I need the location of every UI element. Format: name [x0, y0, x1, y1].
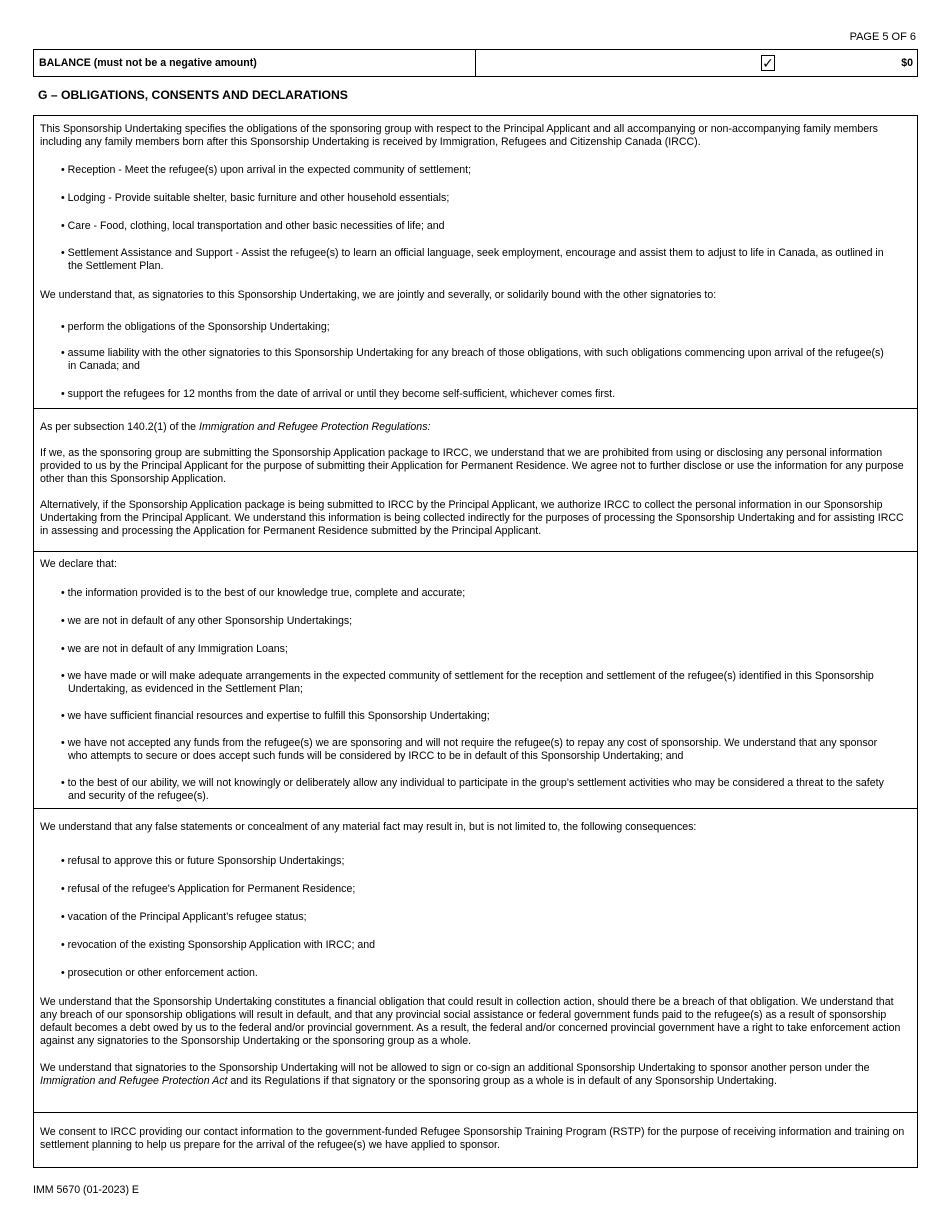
balance-row: [33, 49, 918, 77]
list-item: • refusal to approve this or future Sponsorship Undertakings;: [61, 855, 887, 868]
form-id: IMM 5670 (01-2023) E: [33, 1184, 139, 1196]
list-item: • we have not accepted any funds from the refugee(s) we are sponsoring and will not require the refugee(s) to repay any cost of sponsorship. We understand that any sponsor who attempts to secure or does accept such funds will be considered by IRCC to be in default of this Sponsorship Undertaking; and: [61, 737, 887, 763]
obligations-intro: This Sponsorship Undertaking specifies the obligations of the sponsoring group with respect to the Principal Applicant and all accompanying or non-accompanying family members including any family members born after this Sponsorship Undertaking is received by Immigration, Refugees and Citizenship Canada (IRCC).: [40, 123, 878, 148]
list-item: • assume liability with the other signatories to this Sponsorship Undertaking for any breach of those obligations, with such obligations commencing upon arrival of the refugee(s) in Canada; and: [61, 347, 887, 373]
declaration-block: [34, 551, 917, 808]
list-item: • Care - Food, clothing, local transportation and other basic necessities of life; and: [61, 220, 887, 233]
list-item: • we are not in default of any other Sponsorship Undertakings;: [61, 615, 887, 628]
consequences-intro: We understand that any false statements or concealment of any material fact may result in, but is not limited to, the following consequences:: [40, 821, 697, 833]
balance-value-cell: [476, 50, 917, 76]
consequences-paragraph-2: We understand that signatories to the Sponsorship Undertaking will not be allowed to sign or co-sign an additional Sponsorship Undertaking to sponsor another person under the Immigration and Refugee Protection Act and its Regulations if that signatory or the sponsoring group as a whole is in default of any Sponsorship Undertaking.: [40, 1062, 870, 1087]
list-item: • Settlement Assistance and Support - Assist the refugee(s) to learn an official language, seek employment, encourage and assist them to adjust to life in Canada, as outlined in the Settlement Plan.: [61, 247, 887, 273]
page-number: PAGE 5 OF 6: [849, 31, 916, 43]
consequences-paragraph-1: We understand that the Sponsorship Undertaking constitutes a financial obligation that could result in collection action, should there be a breach of that obligation. We understand that any breach of our sponsorship obligations will result in default, and that any provincial social assistance or federal government funds paid to the refugee(s) as a result of sponsorship default becomes a debt owed by us to the federal and/or provincial government. As a result, the federal and/or concerned provincial government have a right to take enforcement action against any signatories to the Sponsorship Undertaking or the sponsoring group as a whole.: [40, 996, 901, 1047]
list-item: • prosecution or other enforcement action.: [61, 967, 887, 980]
list-item: • to the best of our ability, we will not knowingly or deliberately allow any individual to participate in the group's settlement activities who may be considered a threat to the safety and security of the refugee(s).: [61, 777, 887, 803]
list-item: • Reception - Meet the refugee(s) upon arrival in the expected community of settlement;: [61, 164, 887, 177]
list-item: • vacation of the Principal Applicant’s refugee status;: [61, 911, 887, 924]
balance-amount: $0: [901, 57, 913, 69]
list-item: • we are not in default of any Immigration Loans;: [61, 643, 887, 656]
obligations-container: [33, 115, 918, 1168]
list-item: • support the refugees for 12 months from the date of arrival or until they become self-sufficient, whichever comes first.: [61, 388, 887, 401]
obligations-block: [34, 116, 917, 408]
list-item: • we have made or will make adequate arrangements in the expected community of settlement for the reception and settlement of the refugee(s) identified in this Sponsorship Undertaking, as evidenced in the Settlement Plan;: [61, 670, 887, 696]
consent-text: We consent to IRCC providing our contact information to the government-funded Refugee Sponsorship Training Program (RSTP) for the purpose of receiving information and training on settlement planning to help us prepare for the arrival of the refugee(s) we have applied to sponsor.: [40, 1126, 905, 1151]
balance-checkbox[interactable]: ✓: [762, 55, 774, 71]
list-item: • refusal of the refugee's Application for Permanent Residence;: [61, 883, 887, 896]
privacy-paragraph-2: Alternatively, if the Sponsorship Application package is being submitted to IRCC by the Principal Applicant, we authorize IRCC to collect the personal information in our Sponsorship Undertaking from the Principal Applicant. We understand this information is being collected indirectly for the purposes of processing the Sponsorship Undertaking and for assisting IRCC in assessing and processing the Application for Permanent Residence submitted by the Principal Applicant.: [40, 499, 904, 537]
consequences-block: [34, 808, 917, 1112]
privacy-paragraph-1: If we, as the sponsoring group are submitting the Sponsorship Application package to IRCC, we understand that we are prohibited from using or disclosing any personal information provided to us by the Principal Applicant for the purpose of submitting their Application for Permanent Residence. We agree not to further disclose or use the information for any purpose other than this Sponsorship Application.: [40, 447, 904, 485]
list-item: • revocation of the existing Sponsorship Application with IRCC; and: [61, 939, 887, 952]
list-item: • the information provided is to the best of our knowledge true, complete and accurate;: [61, 587, 887, 600]
balance-label: BALANCE (must not be a negative amount): [34, 50, 476, 76]
section-title: G – OBLIGATIONS, CONSENTS AND DECLARATIONS: [38, 88, 348, 102]
list-item: • Lodging - Provide suitable shelter, basic furniture and other household essentials;: [61, 192, 887, 205]
privacy-intro: As per subsection 140.2(1) of the Immigration and Refugee Protection Regulations:: [40, 421, 431, 433]
consent-block: [34, 1112, 917, 1167]
joint-intro: We understand that, as signatories to this Sponsorship Undertaking, we are jointly and severally, or solidarily bound with the other signatories to:: [40, 289, 717, 301]
declaration-intro: We declare that:: [40, 558, 117, 570]
list-item: • perform the obligations of the Sponsorship Undertaking;: [61, 321, 887, 334]
list-item: • we have sufficient financial resources and expertise to fulfill this Sponsorship Undertaking;: [61, 710, 887, 723]
privacy-block: [34, 408, 917, 551]
